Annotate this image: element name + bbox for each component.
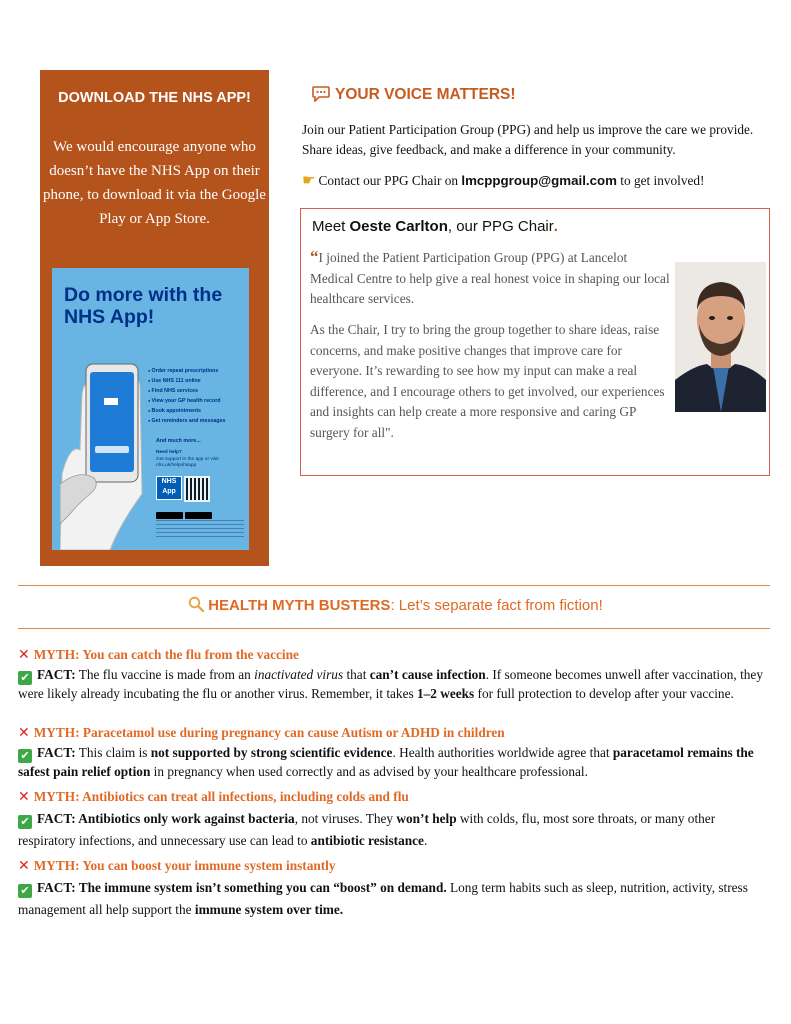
poster-feature: ● Find NHS services (148, 386, 248, 396)
poster-feature: ● Order repeat prescriptions (148, 366, 248, 376)
app-store-badges (156, 506, 216, 514)
fact-text (18, 744, 773, 780)
fact-label: FACT: (37, 745, 76, 760)
fact-part: won’t help (396, 811, 457, 826)
myth-busters-heading (0, 596, 791, 614)
fact-part: Long term habits such as sleep, nutrition, activity, stress management all help support the (18, 880, 748, 917)
section-divider-bottom (18, 628, 770, 629)
myth-line (18, 646, 773, 664)
fact-text (18, 666, 773, 702)
fact-text (18, 877, 773, 921)
check-icon: ✔ (18, 884, 32, 898)
fact-part: The flu vaccine is made from an (75, 667, 255, 682)
speech-bubble-icon (312, 86, 330, 102)
fact-label: FACT: (37, 667, 76, 682)
nhs-app-title: DOWNLOAD THE NHS APP! (58, 90, 251, 106)
chair-name: Oeste Carlton (349, 218, 448, 235)
myth-text: MYTH: You can catch the flu from the vaccine (33, 647, 299, 662)
voice-body: Join our Patient Participation Group (PPG) and help us improve the care we provide. Share ideas, give feedback, and make a difference in your community. (302, 122, 754, 157)
fact-part: 1–2 weeks (416, 686, 475, 701)
poster-more: And much more... (156, 438, 201, 444)
fact-part: with colds, flu, most sore throats, or many other respiratory infections, and unnecessary use can lead to (18, 811, 716, 848)
fact-label: FACT: (37, 811, 76, 826)
poster-feature-list (148, 366, 248, 426)
chair-meet-prefix: Meet (312, 218, 350, 235)
qr-code-icon (184, 476, 210, 502)
contact-suffix: to get involved! (616, 173, 705, 188)
fact-part: paracetamol remains the safest pain relief option (18, 745, 754, 779)
poster-feature: ● Use NHS 111 online (148, 376, 248, 386)
phone-in-hand-illustration (60, 354, 150, 550)
google-play-badge-icon (185, 512, 212, 519)
cross-icon: ✕ (18, 647, 30, 663)
fact-part: The immune system isn’t something you can “boost” on demand. (75, 880, 447, 895)
myth-item (18, 724, 773, 780)
poster-help (156, 450, 246, 470)
chair-quote-paragraph-1 (310, 247, 670, 310)
nhs-logo-top: NHS (161, 478, 177, 485)
fact-part: . Health authorities worldwide agree that (392, 745, 613, 760)
check-icon: ✔ (18, 671, 32, 685)
contact-line (302, 171, 762, 190)
section-divider-top (18, 585, 770, 586)
fact-part: . (423, 833, 428, 848)
myth-line (18, 857, 773, 875)
poster-feature: ● Book appointments (148, 406, 248, 416)
myth-item (18, 788, 773, 852)
chair-portrait-photo (675, 262, 766, 412)
fact-part: not supported by strong scientific evidence (150, 745, 393, 760)
app-store-badge-icon (156, 512, 183, 519)
nhs-logo-bottom: App (162, 488, 176, 495)
fact-part: in pregnancy when used correctly and as advised by your healthcare professional. (150, 764, 588, 779)
fact-part: that (343, 667, 370, 682)
poster-fine-print (156, 520, 244, 540)
chair-title (312, 218, 558, 235)
poster-help-title: Need help? (156, 450, 182, 455)
nhs-app-panel (40, 70, 269, 566)
poster-headline: Do more with the NHS App! (64, 284, 223, 328)
cross-icon: ✕ (18, 858, 30, 874)
cross-icon: ✕ (18, 789, 30, 805)
nhs-app-logo (156, 476, 182, 500)
chair-quote-paragraph-2: As the Chair, I try to bring the group together to share ideas, raise concerns, and make positive changes that improve care for everyone. It’s rewarding to see how my input can make a real difference, and I encourage others to get involved, our experiences and insights can help create a more responsive and caring GP surgery for all". (310, 322, 665, 440)
nhs-app-body: We would encourage anyone who doesn’t have the NHS App on their phone, to download it via the Google Play or App Store. (43, 139, 266, 227)
poster-feature: ● View your GP health record (148, 396, 248, 406)
ppg-chair-box (300, 208, 770, 476)
fact-part: , not viruses. They (294, 811, 397, 826)
fact-part: This claim is (75, 745, 151, 760)
myth-text: MYTH: Antibiotics can treat all infections, including colds and flu (33, 789, 409, 804)
myth-item (18, 646, 773, 702)
pointing-hand-icon: ☛ (302, 171, 316, 189)
poster-help-text: Get support in the app or visit nhs.uk/helpnhsapp (156, 456, 219, 468)
poster-feature: ● Get reminders and messages (148, 416, 248, 426)
chair-meet-suffix: , our PPG Chair (447, 218, 554, 235)
myth-busters-heading-bold: HEALTH MYTH BUSTERS (208, 597, 391, 614)
myth-text: MYTH: You can boost your immune system instantly (33, 858, 336, 873)
fact-part: antibiotic resistance (310, 833, 424, 848)
voice-heading (312, 86, 516, 104)
fact-label: FACT: (37, 880, 76, 895)
voice-heading-text: YOUR VOICE MATTERS! (335, 86, 516, 103)
chair-title-period: . (553, 218, 558, 235)
chair-quote-p1: I joined the Patient Participation Group (PPG) at Lancelot Medical Centre to help give a real honest voice in shaping our local healthcare services. (310, 250, 670, 306)
nhs-app-poster (52, 268, 249, 550)
myth-text: MYTH: Paracetamol use during pregnancy can cause Autism or ADHD in children (33, 725, 505, 740)
myth-line (18, 724, 773, 742)
myth-item (18, 857, 773, 921)
fact-part: . If someone becomes unwell after vaccination, they were likely already incubating the flu or another virus. Remember, it takes (18, 667, 763, 701)
check-icon: ✔ (18, 815, 32, 829)
magnifying-glass-icon (188, 596, 204, 612)
quote-mark: “ (310, 247, 319, 266)
myth-line (18, 788, 773, 806)
check-icon: ✔ (18, 749, 32, 763)
fact-part: inactivated virus (254, 667, 344, 682)
myth-busters-heading-rest: : Let’s separate fact from fiction! (390, 597, 603, 614)
contact-email-link[interactable]: lmcppgroup@gmail.com (461, 173, 617, 188)
fact-part: immune system over time. (194, 902, 344, 917)
cross-icon: ✕ (18, 725, 30, 741)
fact-part: for full protection to develop after your vaccine. (474, 686, 734, 701)
fact-text (18, 808, 773, 852)
fact-part: Antibiotics only work against bacteria (75, 811, 295, 826)
fact-part: can’t cause infection (369, 667, 486, 682)
contact-prefix: Contact our PPG Chair on (318, 173, 462, 188)
